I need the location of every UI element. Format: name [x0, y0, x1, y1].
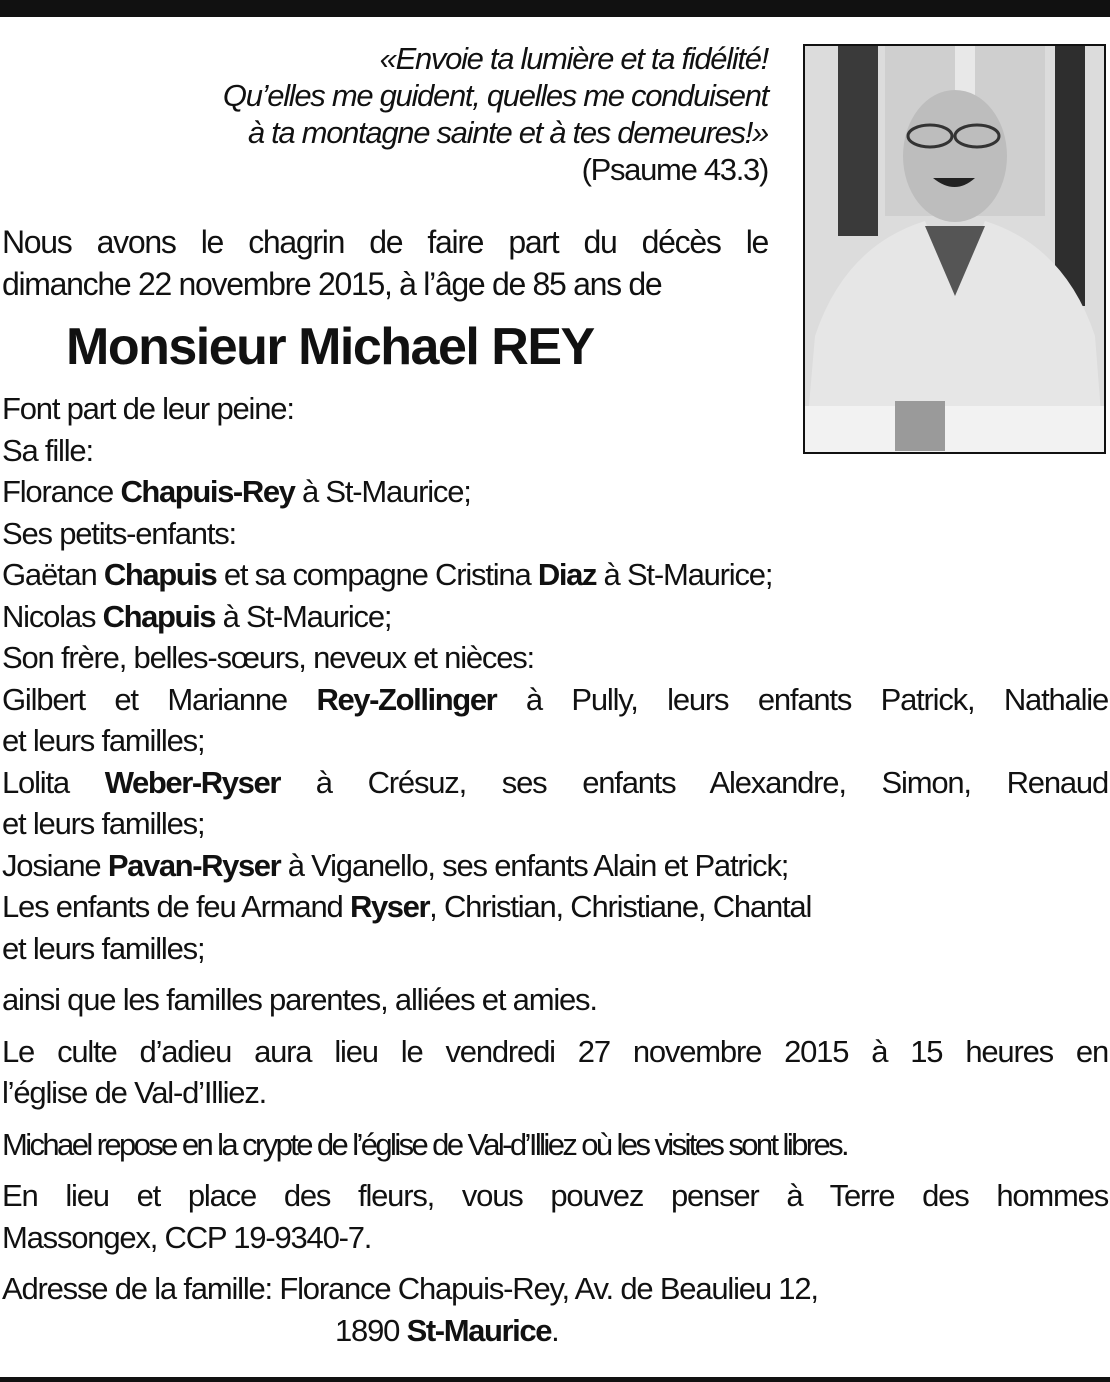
donation-line: En lieu et place des fleurs, vous pouvez penser à Terre des hommes: [2, 1178, 1108, 1213]
family-address-city: 1890 St-Maurice.: [335, 1312, 559, 1348]
top-border-bar: [0, 0, 1110, 17]
obituary-body: [2, 388, 1108, 1351]
ceremony-line: Le culte d’adieu aura lieu le vendredi 27 novembre 2015 à 15 heures en: [2, 1033, 1108, 1069]
quote-line: à ta montagne sainte et à tes demeures!»: [247, 115, 768, 150]
quote-line: Qu’elles me guident, quelles me conduisent: [222, 78, 768, 113]
family-member-sibling: Lolita Weber-Ryser à Crésuz, ses enfants Alexandre, Simon, Renaud: [2, 764, 1108, 800]
family-member-continuation: et leurs familles;: [2, 723, 205, 758]
family-member-continuation: et leurs familles;: [2, 930, 205, 966]
family-member-grandchild: Nicolas Chapuis à St-Maurice;: [2, 598, 392, 634]
psalm-quote: [223, 40, 768, 188]
intro-line: Nous avons le chagrin de faire part du décès le: [2, 224, 768, 260]
quote-line: «Envoie ta lumière et ta fidélité!: [379, 41, 768, 76]
announcement-intro: [2, 221, 768, 305]
family-member-sibling: Josiane Pavan-Ryser à Viganello, ses enfants Alain et Patrick;: [2, 847, 789, 883]
bottom-border-bar: [0, 1377, 1110, 1382]
deceased-name: Monsieur Michael REY: [66, 318, 594, 376]
donation-line: Massongex, CCP 19-9340-7.: [2, 1219, 372, 1255]
family-member-grandchild: Gaëtan Chapuis et sa compagne Cristina Diaz à St-Maurice;: [2, 557, 773, 592]
visitation-info: Michael repose en la crypte de l’église de Val-d’Illiez où les visites sont libres.: [2, 1126, 848, 1162]
family-member-daughter: Florance Chapuis-Rey à St-Maurice;: [2, 474, 471, 509]
ceremony-line: l’église de Val-d’Illiez.: [2, 1075, 267, 1110]
family-header: Font part de leur peine:: [2, 391, 294, 426]
daughter-label: Sa fille:: [2, 432, 93, 468]
quote-reference: (Psaume 43.3): [581, 152, 768, 187]
family-address: Adresse de la famille: Florance Chapuis-Rey, Av. de Beaulieu 12,: [2, 1271, 818, 1306]
family-member-sibling: Les enfants de feu Armand Ryser, Christian, Christiane, Chantal: [2, 889, 812, 924]
family-member-continuation: et leurs familles;: [2, 806, 205, 841]
family-member-sibling: Gilbert et Marianne Rey-Zollinger à Pully, leurs enfants Patrick, Nathalie: [2, 681, 1108, 717]
extended-family: ainsi que les familles parentes, alliées et amies.: [2, 982, 597, 1017]
siblings-label: Son frère, belles-sœurs, neveux et nièces:: [2, 640, 534, 675]
grandchildren-label: Ses petits-enfants:: [2, 515, 236, 551]
intro-line: dimanche 22 novembre 2015, à l’âge de 85 ans de: [2, 266, 662, 302]
